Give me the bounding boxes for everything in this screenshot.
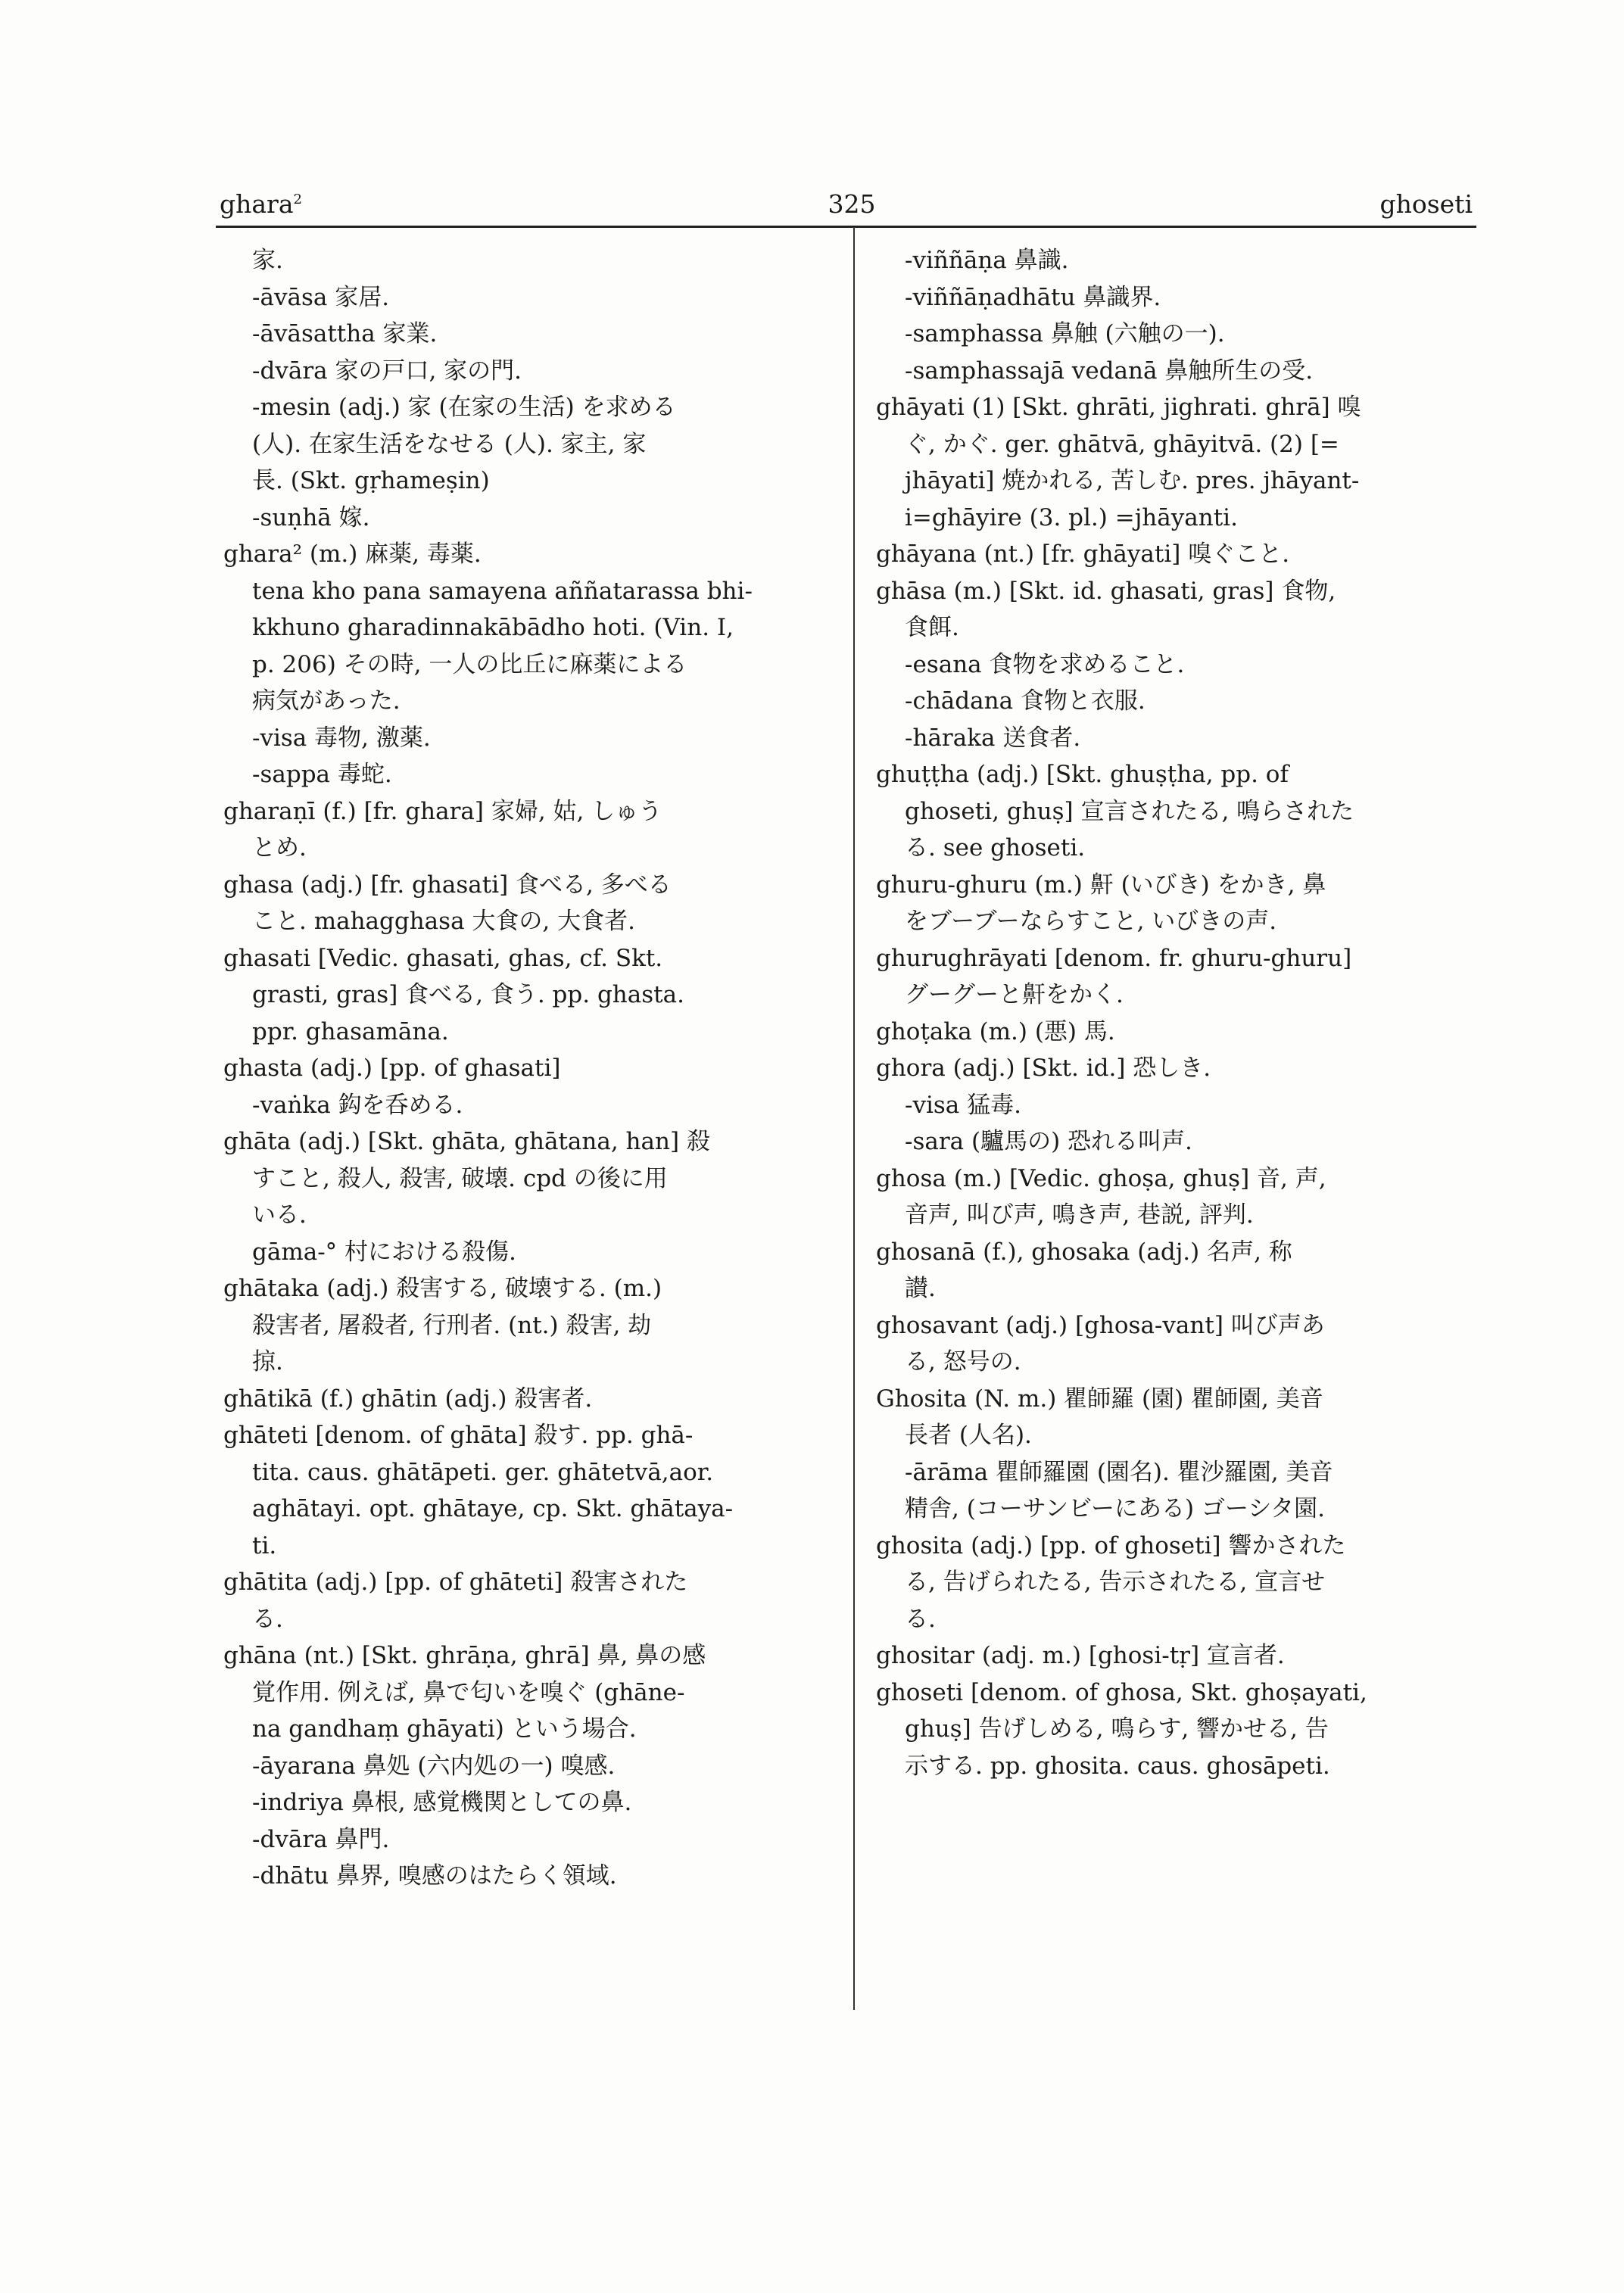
entry-continuation-line: -āvāsattha 家業. bbox=[252, 320, 438, 347]
entry-continuation-line: る. see ghoseti. bbox=[905, 834, 1086, 861]
entry-continuation-line: i=ghāyire (3. pl.) =jhāyanti. bbox=[905, 503, 1238, 531]
running-head-right: ghoseti bbox=[1379, 189, 1473, 219]
entry-continuation-line: る, 告げられたる, 告示されたる, 宣言せ bbox=[905, 1569, 1326, 1596]
entry-continuation-line: ghoseti, ghuṣ] 宣言されたる, 鳴らされた bbox=[905, 797, 1354, 825]
running-head-left bbox=[220, 189, 302, 219]
entry-headword-line: ghora (adj.) [Skt. id.] 恐しき. bbox=[876, 1055, 1211, 1082]
entry-continuation-line: をブーブーならすこと, いびきの声. bbox=[905, 908, 1277, 935]
entry-headword-line: ghosa (m.) [Vedic. ghoṣa, ghuṣ] 音, 声, bbox=[876, 1164, 1326, 1192]
header-rule bbox=[216, 226, 1476, 228]
entry-continuation-line: aghātayi. opt. ghātaye, cp. Skt. ghātaya- bbox=[252, 1495, 734, 1522]
entry-continuation-line: -samphassajā vedanā 鼻触所生の受. bbox=[905, 357, 1314, 385]
entry-continuation-line: グーグーと鼾をかく. bbox=[905, 981, 1124, 1008]
entry-continuation-line: -āyarana 鼻処 (六内処の一) 嗅感. bbox=[252, 1752, 616, 1780]
entry-continuation-line: 長. (Skt. gṛhameṣin) bbox=[252, 467, 490, 494]
entry-continuation-line: ppr. ghasamāna. bbox=[252, 1017, 449, 1045]
entry-continuation-line: -dvāra 家の戸口, 家の門. bbox=[252, 357, 522, 385]
entry-continuation-line: kkhuno gharadinnakābādho hoti. (Vin. I, bbox=[252, 614, 734, 641]
entry-continuation-line: -āvāsa 家居. bbox=[252, 283, 390, 311]
entry-headword-line: ghoseti [denom. of ghosa, Skt. ghoṣayati, bbox=[876, 1678, 1367, 1706]
running-head-left-superscript: 2 bbox=[293, 192, 302, 207]
entry-continuation-line: 示する. pp. ghosita. caus. ghosāpeti. bbox=[905, 1752, 1330, 1780]
entry-continuation-line: 病気があった. bbox=[252, 687, 401, 715]
entry-continuation-line: -viññāṇadhātu 鼻識界. bbox=[905, 283, 1161, 311]
entry-continuation-line: ぐ, かぐ. ger. ghātvā, ghāyitvā. (2) [= bbox=[905, 430, 1339, 458]
right-column bbox=[876, 242, 1482, 1784]
entry-headword-line: ghāyana (nt.) [fr. ghāyati] 嗅ぐこと. bbox=[876, 541, 1290, 568]
entry-continuation-line: -visa 猛毒. bbox=[905, 1091, 1022, 1119]
entry-headword-line: ghoṭaka (m.) (悪) 馬. bbox=[876, 1017, 1115, 1045]
entry-headword-line: ghosanā (f.), ghosaka (adj.) 名声, 称 bbox=[876, 1238, 1292, 1266]
entry-headword-line: ghāyati (1) [Skt. ghrāti, jighrati. ghrā] 嗅 bbox=[876, 394, 1361, 421]
entry-continuation-line: ghuṣ] 告げしめる, 鳴らす, 響かせる, 告 bbox=[905, 1715, 1329, 1743]
entry-headword-line: ghāsa (m.) [Skt. id. ghasati, gras] 食物, bbox=[876, 577, 1336, 605]
entry-continuation-line: 長者 (人名). bbox=[905, 1422, 1032, 1449]
entry-headword-line: ghositar (adj. m.) [ghosi-tṛ] 宣言者. bbox=[876, 1642, 1285, 1669]
entry-continuation-line: る, 怒号の. bbox=[905, 1348, 1021, 1375]
entry-headword-line: Ghosita (N. m.) 瞿師羅 (園) 瞿師園, 美音 bbox=[876, 1385, 1323, 1413]
entry-continuation-line: とめ. bbox=[252, 834, 307, 861]
entry-headword-line: ghasta (adj.) [pp. of ghasati] bbox=[223, 1055, 561, 1082]
entry-continuation-line: -viññāṇa 鼻識. bbox=[905, 247, 1069, 274]
entry-headword-line: ghāta (adj.) [Skt. ghāta, ghātana, han] 殺 bbox=[223, 1128, 710, 1155]
entry-continuation-line: る. bbox=[905, 1605, 936, 1633]
entry-headword-line: ghāna (nt.) [Skt. ghrāṇa, ghrā] 鼻, 鼻の感 bbox=[223, 1642, 706, 1669]
entry-continuation-line: (人). 在家生活をなせる (人). 家主, 家 bbox=[252, 430, 647, 458]
entry-headword-line: ghosavant (adj.) [ghosa-vant] 叫び声あ bbox=[876, 1311, 1325, 1339]
entry-headword-line: ghātita (adj.) [pp. of ghāteti] 殺害された bbox=[223, 1569, 688, 1596]
column-divider bbox=[853, 227, 855, 2010]
page-header bbox=[220, 189, 1473, 226]
entry-continuation-line: 掠. bbox=[252, 1348, 283, 1375]
entry-headword-line: gharaṇī (f.) [fr. ghara] 家婦, 姑, しゅう bbox=[223, 797, 662, 825]
entry-headword-line: ghara² (m.) 麻薬, 毒薬. bbox=[223, 541, 482, 568]
entry-continuation-line: -indriya 鼻根, 感覚機関としての鼻. bbox=[252, 1789, 632, 1816]
entry-continuation-line: jhāyati] 焼かれる, 苦しむ. pres. jhāyant- bbox=[905, 467, 1360, 494]
entry-continuation-line: 覚作用. 例えば, 鼻で匂いを嗅ぐ (ghāne- bbox=[252, 1678, 685, 1706]
entry-headword-line: ghātikā (f.) ghātin (adj.) 殺害者. bbox=[223, 1385, 593, 1413]
entry-headword-line: ghasati [Vedic. ghasati, ghas, cf. Skt. bbox=[223, 944, 663, 972]
entry-headword-line: ghasa (adj.) [fr. ghasati] 食べる, 多べる bbox=[223, 871, 672, 899]
entry-continuation-line: 食餌. bbox=[905, 614, 959, 641]
entry-continuation-line: 讃. bbox=[905, 1275, 936, 1302]
entry-continuation-line: tena kho pana samayena aññatarassa bhi- bbox=[252, 577, 753, 605]
entry-continuation-line: p. 206) その時, 一人の比丘に麻薬による bbox=[252, 650, 687, 678]
entry-headword-line: ghuru-ghuru (m.) 鼾 (いびき) をかき, 鼻 bbox=[876, 871, 1326, 899]
entry-continuation-line: 精舎, (コーサンビーにある) ゴーシタ園. bbox=[905, 1495, 1325, 1522]
entry-continuation-line: ti. bbox=[252, 1531, 277, 1559]
entry-continuation-line: -suṇhā 嫁. bbox=[252, 503, 370, 531]
entry-headword-line: ghāteti [denom. of ghāta] 殺す. pp. ghā- bbox=[223, 1422, 694, 1449]
entry-continuation-line: いる. bbox=[252, 1201, 307, 1229]
entry-continuation-line: 家. bbox=[252, 247, 283, 274]
page-number: 325 bbox=[828, 189, 876, 219]
entry-continuation-line: gāma-° 村における殺傷. bbox=[252, 1238, 516, 1266]
entry-continuation-line: -sappa 毒蛇. bbox=[252, 761, 392, 788]
entry-continuation-line: -hāraka 送食者. bbox=[905, 724, 1081, 752]
running-head-left-word: ghara bbox=[220, 189, 294, 219]
entry-continuation-line: -vaṅka 鈎を呑める. bbox=[252, 1091, 463, 1119]
entry-continuation-line: -samphassa 鼻触 (六触の一). bbox=[905, 320, 1225, 347]
entry-continuation-line: -dvāra 鼻門. bbox=[252, 1825, 390, 1853]
entry-headword-line: ghurughrāyati [denom. fr. ghuru-ghuru] bbox=[876, 944, 1352, 972]
entry-continuation-line: -sara (驢馬の) 恐れる叫声. bbox=[905, 1128, 1192, 1155]
entry-continuation-line: -ārāma 瞿師羅園 (園名). 瞿沙羅園, 美音 bbox=[905, 1458, 1333, 1486]
entry-continuation-line: 殺害者, 屠殺者, 行刑者. (nt.) 殺害, 劫 bbox=[252, 1311, 652, 1339]
entry-continuation-line: -dhātu 鼻界, 嗅感のはたらく領域. bbox=[252, 1862, 617, 1890]
entry-continuation-line: -visa 毒物, 激薬. bbox=[252, 724, 431, 752]
entry-continuation-line: すこと, 殺人, 殺害, 破壊. cpd の後に用 bbox=[252, 1164, 668, 1192]
entry-continuation-line: -esana 食物を求めること. bbox=[905, 650, 1185, 678]
entry-headword-line: ghātaka (adj.) 殺害する, 破壊する. (m.) bbox=[223, 1275, 662, 1302]
entry-continuation-line: grasti, gras] 食べる, 食う. pp. ghasta. bbox=[252, 981, 684, 1008]
entry-continuation-line: tita. caus. ghātāpeti. ger. ghātetvā,aor. bbox=[252, 1458, 714, 1486]
entry-continuation-line: 音声, 叫び声, 鳴き声, 巷説, 評判. bbox=[905, 1201, 1254, 1229]
entry-continuation-line: -chādana 食物と衣服. bbox=[905, 687, 1146, 715]
entry-continuation-line: na gandhaṃ ghāyati) という場合. bbox=[252, 1715, 637, 1743]
entry-headword-line: ghosita (adj.) [pp. of ghoseti] 響かされた bbox=[876, 1531, 1346, 1559]
entry-continuation-line: こと. mahagghasa 大食の, 大食者. bbox=[252, 908, 635, 935]
entry-headword-line: ghuṭṭha (adj.) [Skt. ghuṣṭha, pp. of bbox=[876, 761, 1289, 788]
entry-continuation-line: る. bbox=[252, 1605, 283, 1633]
entry-continuation-line: -mesin (adj.) 家 (在家の生活) を求める bbox=[252, 394, 676, 421]
left-column bbox=[223, 242, 829, 1895]
